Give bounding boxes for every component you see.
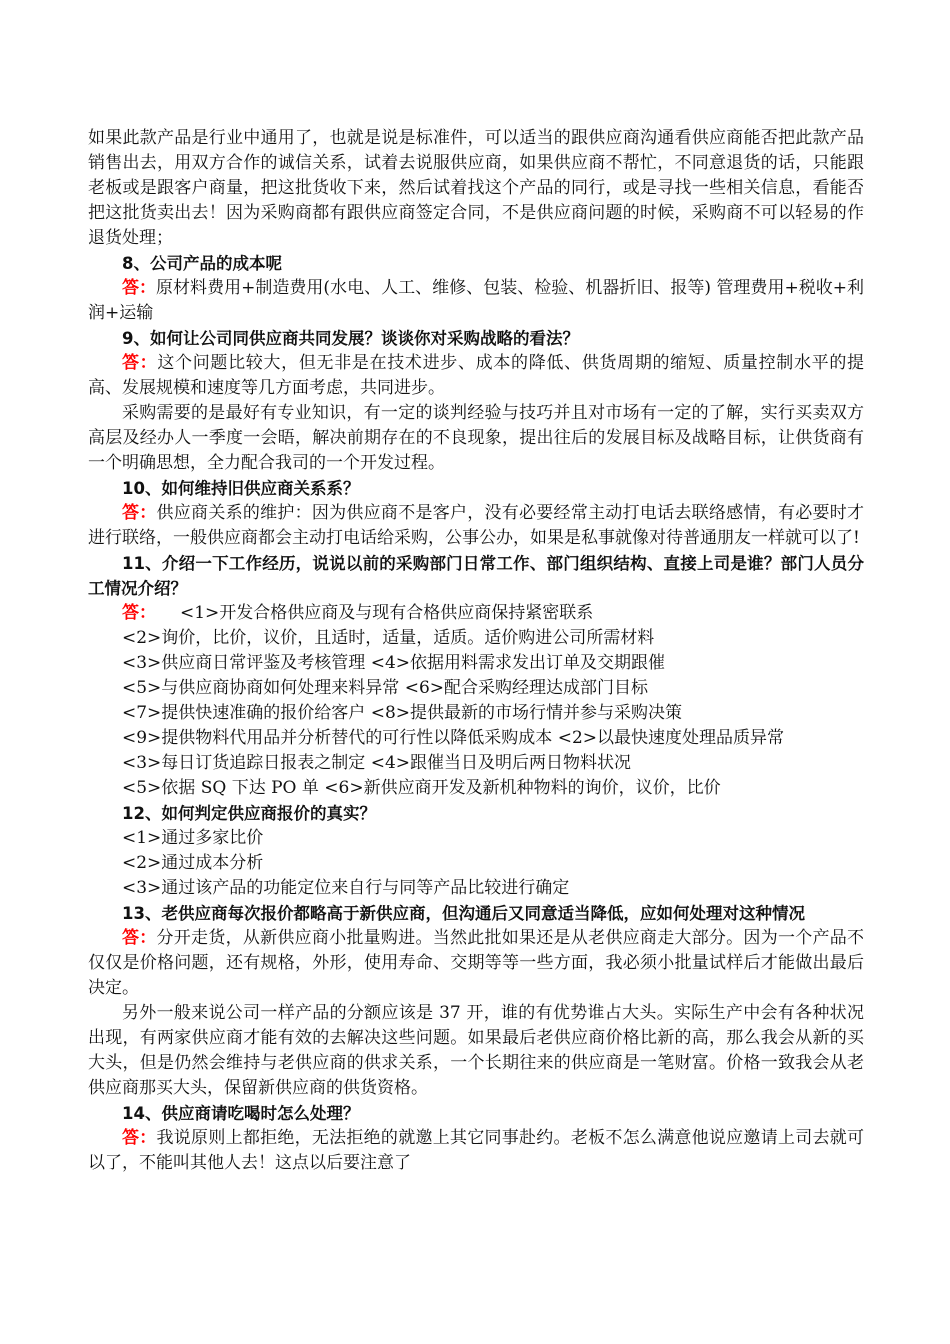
answer-label: 答： xyxy=(122,603,156,623)
answer-11-first xyxy=(88,601,864,626)
answer-14 xyxy=(88,1126,864,1176)
question-13: 13、老供应商每次报价都略高于新供应商，但沟通后又同意适当降低，应如何处理对这种情况 xyxy=(122,904,805,923)
answer-12-item: <2>通过成本分析 xyxy=(122,853,264,873)
answer-12-item: <1>通过多家比价 xyxy=(122,828,264,848)
answer-9-text: 这个问题比较大，但无非是在技术进步、成本的降低、供货周期的缩短、质量控制水平的提高、发展规模和速度等几方面考虑，共同进步。 xyxy=(88,353,865,398)
answer-label: 答： xyxy=(122,353,158,373)
answer-label: 答： xyxy=(122,278,157,298)
answer-8 xyxy=(88,276,864,326)
answer-11-item: <1>开发合格供应商及与现有合格供应商保持紧密联系 xyxy=(180,603,594,623)
answer-12-item: <3>通过该产品的功能定位来自行与同等产品比较进行确定 xyxy=(122,878,570,898)
answer-9-extra: 采购需要的是最好有专业知识，有一定的谈判经验与技巧并且对市场有一定的了解，实行买卖双方高层及经办人一季度一会晤，解决前期存在的不良现象，提出往后的发展目标及战略目标，让供货商有一个明确思想，全力配合我司的一个开发过程。 xyxy=(88,403,864,473)
answer-13-extra: 另外一般来说公司一样产品的分额应该是 37 开，谁的有优势谁占大头。实际生产中会有各种状况出现，有两家供应商才能有效的去解决这些问题。如果最后老供应商价格比新的高，那么我会从新的买大头，但是仍然会维持与老供应商的供求关系，一个长期往来的供应商是一笔财富。价格一致我会从老供应商那买大头，保留新供应商的供货资格。 xyxy=(88,1003,864,1098)
answer-13-text: 分开走货，从新供应商小批量购进。当然此批如果还是从老供应商走大部分。因为一个产品不仅仅是价格问题，还有规格，外形，使用寿命、交期等等一些方面，我必须小批量试样后才能做出最后决定。 xyxy=(88,928,865,998)
answer-10-text: 供应商关系的维护：因为供应商不是客户，没有必要经常主动打电话去联络感情，有必要时才进行联络，一般供应商都会主动打电话给采购，公事公办，如果是私事就像对待普通朋友一样就可以了! xyxy=(88,503,865,548)
question-9: 9、如何让公司同供应商共同发展？谈谈你对采购战略的看法？ xyxy=(122,329,579,348)
answer-10 xyxy=(88,501,864,551)
answer-9 xyxy=(88,351,864,401)
answer-11-item: <5>依据 SQ 下达 PO 单 <6>新供应商开发及新机种物料的询价，议价，比价 xyxy=(122,778,721,798)
intro-paragraph: 如果此款产品是行业中通用了，也就是说是标准件，可以适当的跟供应商沟通看供应商能否把此款产品销售出去，用双方合作的诚信关系，试着去说服供应商，如果供应商不帮忙，不同意退货的话，只能跟老板或是跟客户商量，把这批货收下来，然后试着找这个产品的同行，或是寻找一些相关信息，看能否把这批货卖出去！因为采购商都有跟供应商签定合同，不是供应商问题的时候，采购商不可以轻易的作退货处理； xyxy=(88,128,864,248)
question-14: 14、供应商请吃喝时怎么处理？ xyxy=(122,1104,360,1123)
answer-label: 答： xyxy=(122,1128,157,1148)
answer-11-item: <3>每日订货追踪日报表之制定 <4>跟催当日及明后两日物料状况 xyxy=(122,753,632,773)
answer-11-item: <5>与供应商协商如何处理来料异常 <6>配合采购经理达成部门目标 xyxy=(122,678,649,698)
answer-14-text: 我说原则上都拒绝，无法拒绝的就邀上其它同事赴约。老板不怎么满意他说应邀请上司去就可以了，不能叫其他人去！这点以后要注意了 xyxy=(88,1128,865,1173)
answer-8-text: 原材料费用+制造费用(水电、人工、维修、包装、检验、机器折旧、报等) 管理费用+税收+利润+运输 xyxy=(88,278,864,323)
answer-11-item: <2>询价，比价，议价，且适时，适量，适质。适价购进公司所需材料 xyxy=(122,628,655,648)
answer-label: 答： xyxy=(122,503,157,523)
answer-13 xyxy=(88,926,864,1001)
answer-11-item: <7>提供快速准确的报价给客户 <8>提供最新的市场行情并参与采购决策 xyxy=(122,703,683,723)
answer-11-item: <9>提供物料代用品并分析替代的可行性以降低采购成本 <2>以最快速度处理品质异常 xyxy=(122,728,785,748)
question-8: 8、公司产品的成本呢 xyxy=(122,254,282,273)
question-10: 10、如何维持旧供应商关系系？ xyxy=(122,479,360,498)
question-11: 11、介绍一下工作经历，说说以前的采购部门日常工作、部门组织结构、直接上司是谁？部门人员分工情况介绍？ xyxy=(88,554,864,598)
answer-label: 答： xyxy=(122,928,157,948)
document-page xyxy=(88,126,864,1176)
question-12: 12、如何判定供应商报价的真实？ xyxy=(122,804,376,823)
answer-11-item: <3>供应商日常评鉴及考核管理 <4>依据用料需求发出订单及交期跟催 xyxy=(122,653,666,673)
